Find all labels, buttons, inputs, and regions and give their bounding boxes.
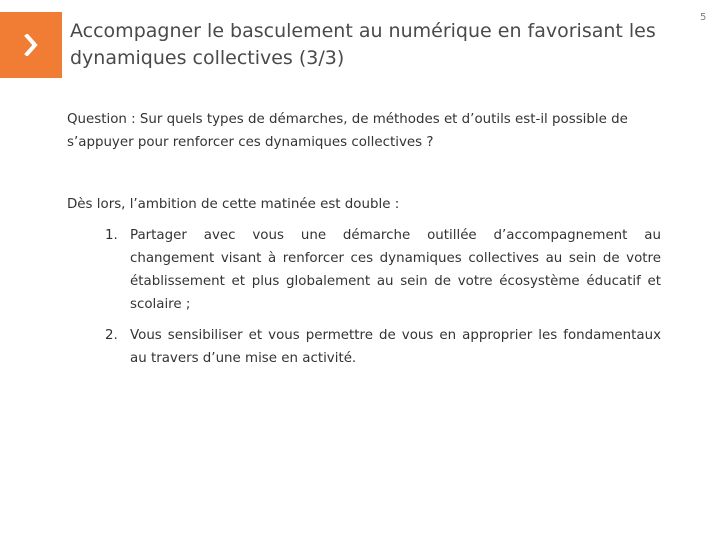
page-number: 5 (700, 12, 707, 23)
chevron-right-icon (24, 34, 38, 56)
list-item (67, 324, 661, 370)
intro-paragraph: Dès lors, l’ambition de cette matinée est double : (67, 197, 400, 212)
slide-title: Accompagner le basculement au numérique en favorisant les dynamiques collectives (3/3) (70, 20, 656, 69)
list-item (67, 224, 661, 316)
numbered-list (67, 224, 661, 370)
question-paragraph: Question : Sur quels types de démarches, de méthodes et d’outils est-il possible de s’appuyer pour renforcer ces dynamiques collectives ? (67, 112, 628, 150)
title-accent-box (0, 12, 62, 78)
list-item-number: 2. (105, 328, 118, 343)
list-item-number: 1. (105, 228, 118, 243)
list-item-text: Vous sensibiliser et vous permettre de vous en approprier les fondamentaux au travers d’une mise en activité. (130, 328, 661, 366)
list-item-text: Partager avec vous une démarche outillée d’accompagnement au changement visant à renforcer ces dynamiques collectives au sein de votre établissement et plus globalement au sein de votre écosystème éducatif et scolaire ; (130, 228, 661, 312)
